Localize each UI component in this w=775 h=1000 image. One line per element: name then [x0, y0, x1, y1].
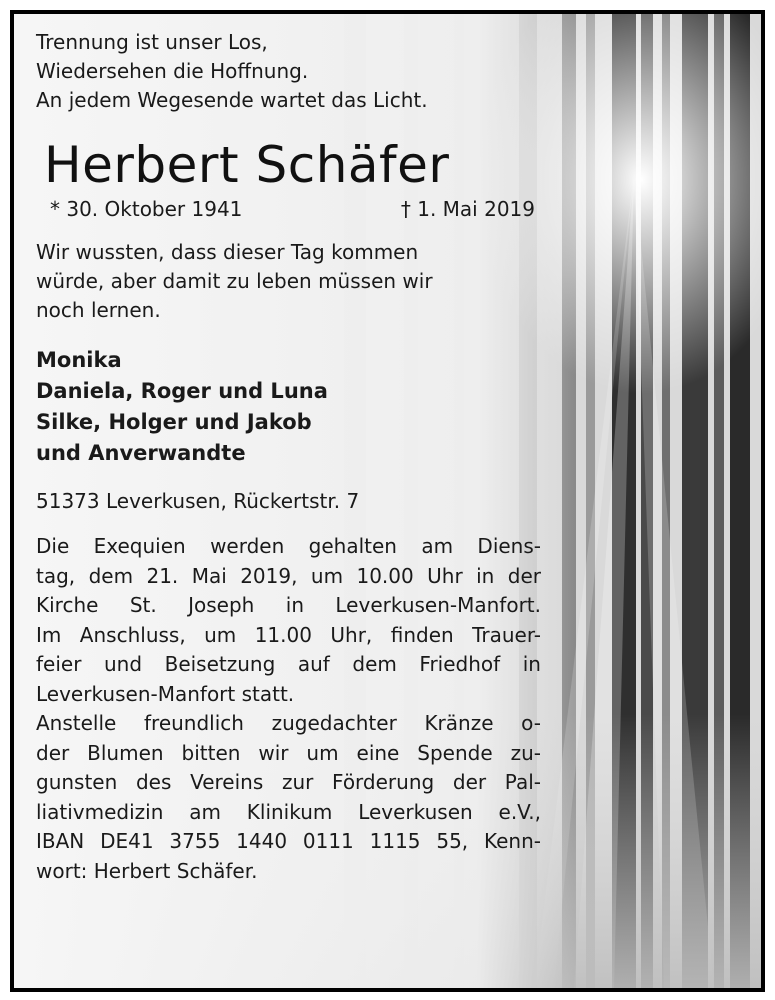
obituary-frame	[10, 10, 765, 992]
service-line: wort: Herbert Schäfer.	[36, 858, 258, 883]
service-line: Anstelle freundlich zugedachter Kränze o-	[36, 711, 541, 735]
family-line: Daniela, Roger und Luna	[36, 379, 328, 403]
service-line: Kirche St. Joseph in Leverkusen-Manfort.	[36, 593, 541, 617]
family-names	[36, 345, 541, 469]
message-line: würde, aber damit zu leben müssen wir	[36, 269, 433, 293]
family-line: Monika	[36, 348, 122, 372]
obituary-text	[36, 28, 541, 886]
family-line: und Anverwandte	[36, 441, 246, 465]
deceased-name: Herbert Schäfer	[44, 136, 450, 194]
service-line: Die Exequien werden gehalten am Diens-	[36, 534, 541, 558]
mourner-address: 51373 Leverkusen, Rückertstr. 7	[36, 489, 360, 513]
quote-line: Wiedersehen die Hoffnung.	[36, 59, 309, 83]
mourning-message	[36, 238, 541, 325]
service-line: feier und Beisetzung auf dem Friedhof in	[36, 652, 541, 676]
quote-line: Trennung ist unser Los,	[36, 30, 268, 54]
service-line: tag, dem 21. Mai 2019, um 10.00 Uhr in der	[36, 563, 541, 588]
service-line: liativmedizin am Klinikum Leverkusen e.V.,	[36, 799, 541, 824]
memorial-quote	[36, 28, 541, 115]
death-date: † 1. Mai 2019	[400, 197, 535, 221]
message-line: noch lernen.	[36, 298, 161, 322]
service-line: IBAN DE41 3755 1440 0111 1115 55, Kenn-	[36, 829, 541, 853]
service-line: der Blumen bitten wir um eine Spende zu-	[36, 740, 541, 765]
life-dates	[36, 195, 541, 223]
service-line: gunsten des Vereins zur Förderung der Pal-	[36, 770, 541, 794]
birth-date: * 30. Oktober 1941	[50, 197, 243, 221]
message-line: Wir wussten, dass dieser Tag kommen	[36, 240, 419, 264]
funeral-service-info	[36, 532, 541, 886]
service-line: Leverkusen-Manfort statt.	[36, 681, 295, 706]
service-line: Im Anschluss, um 11.00 Uhr, finden Trauer-	[36, 622, 541, 647]
quote-line: An jedem Wegesende wartet das Licht.	[36, 88, 428, 112]
family-line: Silke, Holger und Jakob	[36, 410, 312, 434]
